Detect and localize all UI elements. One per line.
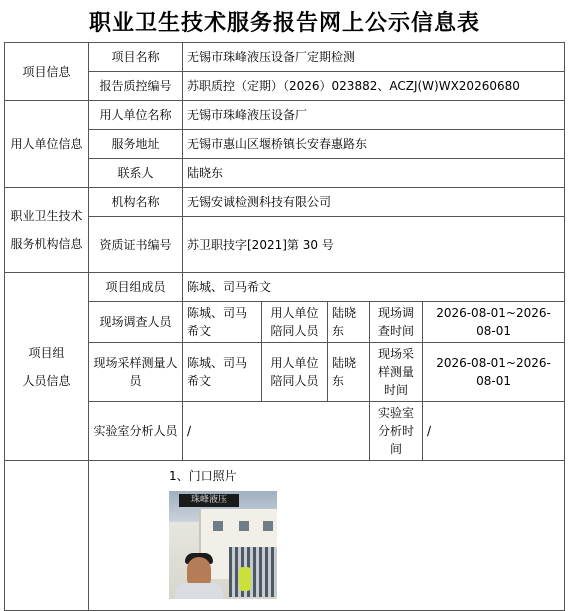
disclosure-table [4,42,565,611]
page-title: 职业卫生技术服务报告网上公示信息表 [88,11,480,36]
personnel-section-line1: 项目组 [28,345,65,360]
sampling-staff-value: 陈城、司马希文 [183,343,262,402]
sampling-time-label: 现场采样测量时间 [370,343,423,402]
personnel-section-line2: 人员信息 [22,373,71,388]
employer-section-label: 用人单位信息 [5,101,89,188]
gate [229,547,277,597]
agency-name-label: 机构名称 [89,188,183,217]
sampling-escort-value: 陆晓东 [328,343,370,402]
photo-section-blank [5,461,89,611]
project-name-value: 无锡市珠峰液压设备厂定期检测 [183,43,565,72]
team-members-label: 项目组成员 [89,273,183,302]
entrance-photo [169,491,277,599]
team-members-value: 陈城、司马希文 [183,273,565,302]
project-section-label: 项目信息 [5,43,89,101]
lab-time-label: 实验室分析时间 [370,402,423,461]
survey-staff-label: 现场调查人员 [89,302,183,343]
agency-name-value: 无锡安诚检测科技有限公司 [183,188,565,217]
lab-time-value: / [423,402,565,461]
employer-name-label: 用人单位名称 [89,101,183,130]
lab-staff-value: / [183,402,370,461]
agency-section-label: 职业卫生技术服务机构信息 [5,188,89,273]
photo-caption: 1、门口照片 [169,469,237,483]
company-sign: 珠峰液压 [179,494,239,507]
survey-staff-value: 陈城、司马希文 [183,302,262,343]
window [263,521,273,531]
window [239,521,249,531]
service-address-value: 无锡市惠山区堰桥镇长安春惠路东 [183,130,565,159]
survey-time-value: 2026-08-01~2026-08-01 [423,302,565,343]
person-in-vest [239,567,251,591]
sampling-escort-label: 用人单位陪同人员 [262,343,328,402]
report-code-label: 报告质控编号 [89,72,183,101]
service-address-label: 服务地址 [89,130,183,159]
employer-name-value: 无锡市珠峰液压设备厂 [183,101,565,130]
personnel-section-label [5,273,89,461]
project-name-label: 项目名称 [89,43,183,72]
report-code-value: 苏职质控（定期）（2026）023882、ACZJ(W)WX20260680 [183,72,565,101]
cert-number-label: 资质证书编号 [89,217,183,273]
contact-value: 陆晓东 [183,159,565,188]
lab-staff-label: 实验室分析人员 [89,402,183,461]
cert-number-value: 苏卫职技字[2021]第 30 号 [183,217,565,273]
survey-escort-value: 陆晓东 [328,302,370,343]
sampling-time-value: 2026-08-01~2026-08-01 [423,343,565,402]
contact-label: 联系人 [89,159,183,188]
survey-time-label: 现场调查时间 [370,302,423,343]
photo-cell [89,461,565,611]
survey-escort-label: 用人单位陪同人员 [262,302,328,343]
person-body [175,583,223,599]
sampling-staff-label: 现场采样测量人员 [89,343,183,402]
window [213,521,223,531]
